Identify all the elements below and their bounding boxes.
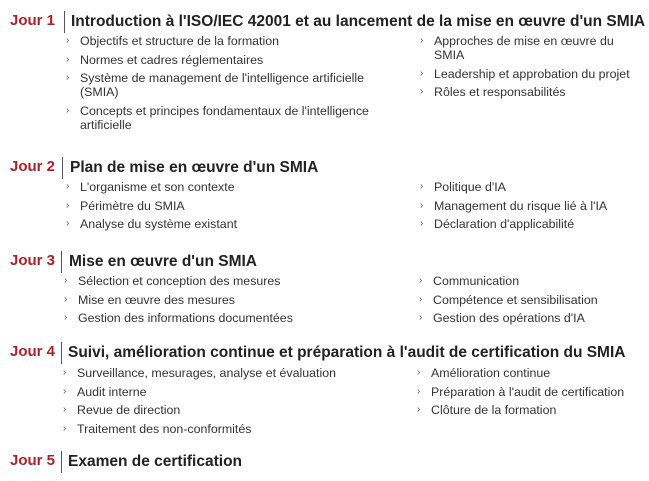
day-title: Introduction à l'ISO/IEC 42001 et au lancement de la mise en œuvre d'un SMIA: [71, 13, 646, 30]
list-item: [420, 199, 645, 213]
day-title: Examen de certification: [68, 453, 243, 470]
list-item-text: Politique d'IA: [434, 180, 506, 194]
list-item-text: Rôles et responsabilités: [434, 85, 566, 100]
chevron-right-icon: ›: [66, 53, 70, 65]
list-item: [417, 385, 645, 399]
chevron-right-icon: ›: [66, 218, 70, 230]
chevron-right-icon: ›: [66, 105, 70, 117]
list-item-text: Système de management de l'intelligence artificielle (SMIA): [80, 71, 365, 100]
chevron-right-icon: ›: [64, 312, 68, 324]
list-item: [419, 311, 644, 325]
list-item: [417, 366, 645, 380]
list-item-text: Clôture de la formation: [431, 403, 557, 418]
day-label: Jour 2: [10, 158, 56, 175]
list-item-text: Concepts et principes fondamentaux de l'intelligence artificielle: [80, 104, 369, 133]
list-item: [64, 311, 384, 325]
list-item-text: Revue de direction: [77, 403, 181, 418]
topics-right-column: [420, 180, 645, 236]
topics-left-column: [66, 34, 386, 137]
list-item-text: Audit interne: [77, 384, 147, 399]
chevron-right-icon: ›: [419, 312, 423, 324]
topics-right-column: [420, 34, 645, 104]
list-item: [66, 34, 386, 48]
list-item: [420, 180, 645, 194]
list-item-text: Gestion des informations documentées: [78, 311, 293, 326]
list-item: [66, 199, 386, 213]
chevron-right-icon: ›: [63, 385, 67, 397]
chevron-right-icon: ›: [63, 404, 67, 416]
list-item-text: Préparation à l'audit de certification: [431, 384, 625, 399]
list-item-text: Leadership et approbation du projet: [434, 66, 630, 81]
chevron-right-icon: ›: [66, 199, 70, 211]
list-item-text: Surveillance, mesurages, analyse et évaluation: [77, 366, 336, 380]
chevron-right-icon: ›: [64, 275, 68, 286]
chevron-right-icon: ›: [417, 385, 421, 397]
list-item: [63, 385, 383, 399]
list-item: [66, 71, 386, 99]
list-item-text: Compétence et sensibilisation: [433, 292, 598, 307]
chevron-right-icon: ›: [64, 293, 68, 305]
list-item: [64, 274, 384, 288]
chevron-right-icon: ›: [63, 423, 67, 435]
list-item-text: Analyse du système existant: [80, 217, 238, 232]
list-item: [63, 422, 383, 436]
divider: [62, 157, 63, 179]
list-item-text: Gestion des opérations d'IA: [433, 311, 585, 326]
list-item-text: Normes et cadres réglementaires: [80, 52, 264, 67]
day-label: Jour 3: [10, 252, 56, 269]
chevron-right-icon: ›: [419, 275, 423, 286]
list-item: [66, 217, 386, 231]
list-item: [66, 180, 386, 194]
topics-left-column: [63, 366, 383, 441]
divider: [64, 11, 65, 33]
list-item-text: Périmètre du SMIA: [80, 198, 185, 213]
list-item-text: Approches de mise en œuvre du SMIA: [434, 34, 614, 62]
list-item: [419, 293, 644, 307]
list-item: [66, 53, 386, 67]
divider: [61, 251, 62, 273]
day-label: Jour 5: [10, 452, 56, 469]
list-item: [63, 403, 383, 417]
list-item-text: Sélection et conception des mesures: [78, 274, 281, 288]
chevron-right-icon: ›: [417, 404, 421, 416]
day-title: Mise en œuvre d'un SMIA: [69, 253, 257, 270]
chevron-right-icon: ›: [420, 218, 424, 230]
list-item-text: Amélioration continue: [431, 366, 551, 380]
chevron-right-icon: ›: [417, 367, 421, 378]
topics-right-column: [417, 366, 645, 422]
chevron-right-icon: ›: [420, 35, 424, 46]
list-item-text: Déclaration d'applicabilité: [434, 217, 575, 232]
list-item: [417, 403, 645, 417]
list-item-text: Communication: [433, 274, 520, 288]
list-item-text: Traitement des non-conformités: [77, 422, 252, 437]
chevron-right-icon: ›: [419, 293, 423, 305]
topics-left-column: [64, 274, 384, 330]
chevron-right-icon: ›: [420, 67, 424, 79]
list-item: [64, 293, 384, 307]
list-item-text: Mise en œuvre des mesures: [78, 292, 236, 307]
list-item-text: Objectifs et structure de la formation: [80, 34, 280, 48]
chevron-right-icon: ›: [66, 35, 70, 46]
chevron-right-icon: ›: [63, 367, 67, 378]
topics-left-column: [66, 180, 386, 236]
day-label: Jour 1: [10, 12, 56, 29]
list-item: [66, 104, 386, 132]
chevron-right-icon: ›: [66, 72, 70, 84]
list-item: [420, 67, 645, 81]
divider: [61, 342, 62, 364]
list-item-text: Management du risque lié à l'IA: [434, 198, 608, 213]
topics-right-column: [419, 274, 644, 330]
divider: [61, 451, 62, 473]
chevron-right-icon: ›: [420, 181, 424, 192]
list-item: [419, 274, 644, 288]
list-item-text: L'organisme et son contexte: [80, 180, 235, 194]
list-item: [420, 85, 645, 99]
list-item: [420, 217, 645, 231]
chevron-right-icon: ›: [420, 199, 424, 211]
list-item: [63, 366, 383, 380]
day-label: Jour 4: [10, 343, 56, 360]
chevron-right-icon: ›: [66, 181, 70, 192]
day-title: Suivi, amélioration continue et préparation à l'audit de certification du SMIA: [68, 344, 626, 361]
list-item: [420, 34, 645, 62]
day-title: Plan de mise en œuvre d'un SMIA: [70, 159, 319, 176]
chevron-right-icon: ›: [420, 86, 424, 98]
